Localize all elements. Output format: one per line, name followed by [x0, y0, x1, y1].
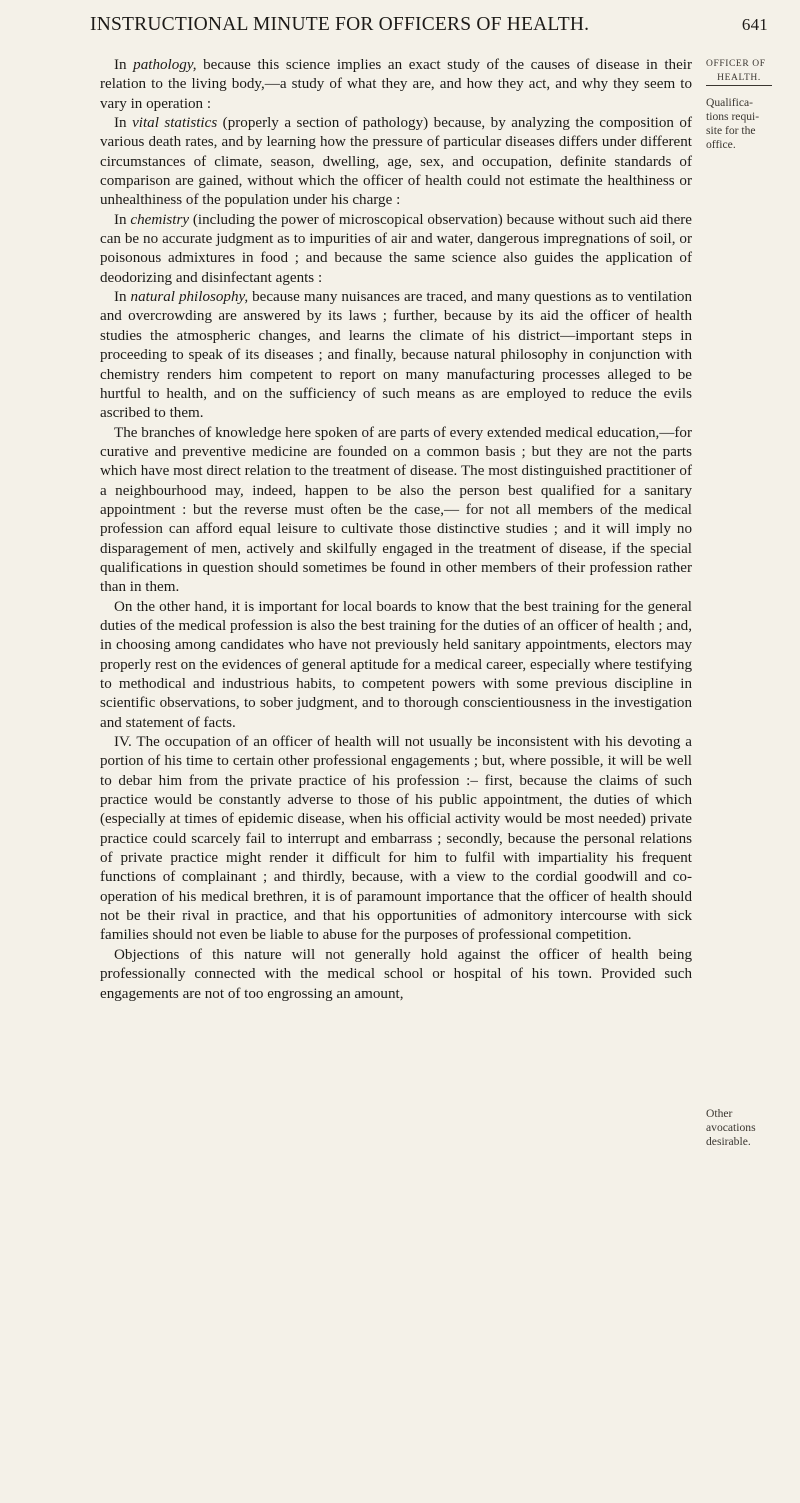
marginal-note-avocations — [706, 1107, 800, 1149]
paragraph-lead: In — [114, 289, 131, 306]
paragraph-text: (properly a section of pathology) because, by analyzing the composition of various death rates, and by learning how the pressure of particular diseases differs under different circumstances of climate, season, dwelling, age, sex, and occupation, definite standards of comparison are gained, without which the officer of health could not estimate the healthiness or unhealthiness of the population under his charge : — [100, 115, 692, 209]
marginal-note-qualifications — [706, 56, 800, 152]
paragraph-lead: In — [114, 211, 131, 228]
marginal-note-line: avocations — [706, 1121, 756, 1134]
marginal-note-line: site for the — [706, 124, 756, 137]
page-number: 641 — [741, 15, 768, 34]
paragraph-other-hand: On the other hand, it is important for local boards to know that the best training for the general duties of the medical profession is also the best training for the duties of an officer of health ; and, in choosing among candidates who have not previously held sanitary appointments, electors may properly rest on the evidences of general aptitude for a medical career, especially where testifying to methodical and industrious habits, to competent powers with some previous discipline in scientific observations, to sober judgment, and to thorough conscientiousness in the investigation and statement of facts. — [100, 598, 692, 731]
paragraph-vital-statistics — [100, 114, 692, 211]
marginal-note-line: OFFICER OF — [706, 59, 766, 69]
subject-term: pathology, — [133, 57, 197, 73]
body-text — [100, 56, 692, 1004]
paragraph-lead: In — [114, 115, 133, 132]
marginal-note-line: Other — [706, 1107, 733, 1120]
marginal-note-line: office. — [706, 138, 736, 151]
marginal-note-line: HEALTH. — [706, 71, 772, 86]
paragraph-branches: The branches of knowledge here spoken of are parts of every extended medical education,—for curative and preventive medicine are founded on a common basis ; but they are not the parts which have most direct relation to the treatment of disease. The most distinguished practitioner of a neighbourhood may, indeed, happen to be also the person best qualified for a sanitary appointment : but the reverse must often be the case,— for not all members of the medical profession can afford equal leisure to cultivate those distinctive studies ; and it will imply no disparagement of men, actively and skilfully engaged in the treatment of disease, if the special qualifications in question should sometimes be found in other members of their profession rather than in them. — [100, 424, 692, 596]
page-header — [90, 14, 768, 40]
marginal-note-line: desirable. — [706, 1135, 751, 1148]
subject-term: natural philosophy, — [130, 289, 249, 306]
marginal-note-line: Qualifica- — [706, 96, 753, 109]
paragraph-natural-philosophy — [100, 288, 692, 423]
paragraph-section-iv: IV. The occupation of an officer of health will not usually be inconsistent with his devoting a portion of his time to certain other professional engagements ; but, where possible, it will be well to debar him from the private practice of his profession :– first, because the claims of such practice would be constantly adverse to those of his public appointment, the duties of which (especially at times of epidemic disease, when his official activity would be most needed) private practice could scarcely fail to interrupt and embarrass ; secondly, because the personal relations of private practice might render it difficult for him to fulfil with impartiality his frequent functions of complainant ; and thirdly, because, with a view to the cordial goodwill and co-operation of his medical brethren, it is of paramount importance that the officer of health should not be their rival in practice, and that his opportunities of admonitory intercourse with sick families should not even be liable to abuse for the purposes of professional competition. — [100, 734, 692, 944]
paragraph-chemistry — [100, 211, 692, 288]
marginal-note-line: tions requi- — [706, 110, 760, 123]
paragraph-objections: Objections of this nature will not generally hold against the officer of health being professionally connected with the medical school or hospital of his town. Provided such engagements are not of too engrossing an amount, — [100, 946, 692, 1002]
subject-term: vital statistics — [132, 115, 218, 132]
paragraph-text: because many nuisances are traced, and many questions as to ventilation and overcrowding are answered by its laws ; further, because by its aid the officer of health studies the atmospheric changes, and learns the climate of his district—important steps in proceeding to speak of its diseases ; and finally, because natural philosophy in conjunction with chemistry renders him competent to report on many manufacturing processes alleged to be hurtful to health, and on the sufficiency of such means as are employed to reduce the evils ascribed to them. — [100, 289, 692, 422]
paragraph-pathology — [100, 56, 692, 114]
paragraph-text: because this science implies an exact study of the causes of disease in their relation to the living body,—a study of what they are, and how they act, and why they seem to vary in operation : — [100, 57, 692, 112]
paragraph-text: (including the power of microscopical observation) because without such aid there can be no accurate judgment as to impurities of air and water, dangerous impregnations of soil, or poisonous admixtures in food ; and because the same science also guides the application of deodorizing and disinfectant agents : — [100, 211, 692, 286]
running-title: INSTRUCTIONAL MINUTE FOR OFFICERS OF HEALTH. — [90, 14, 590, 35]
paragraph-lead: In — [114, 57, 134, 73]
subject-term: chemistry — [130, 211, 190, 228]
